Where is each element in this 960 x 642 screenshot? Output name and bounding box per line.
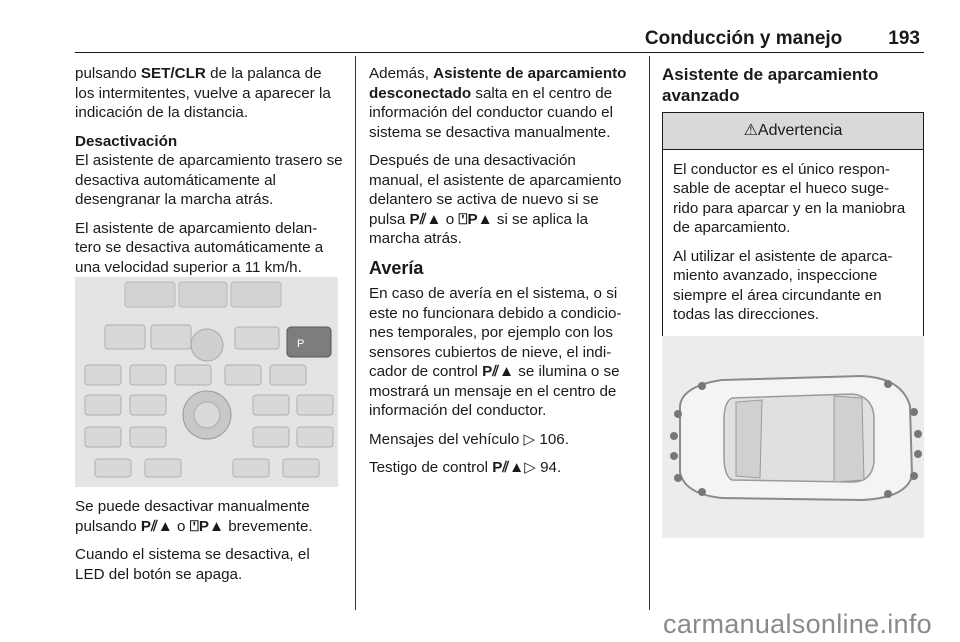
paragraph: Después de una desactivación manual, el asistente de aparcamiento delantero se activa de nuevo si se pulsa P⫽▲ o ⍞P▲ si se aplica la marcha atrás.	[369, 152, 622, 247]
paragraph: Se puede desactivar manualmente pulsando P⫽▲ o ⍞P▲ brevemente.	[75, 498, 313, 535]
warning-body	[663, 150, 923, 336]
column-1	[75, 64, 343, 286]
paragraph: En caso de avería en el sistema, o si este no funcionara debido a condicio-nes temporales, por ejemplo con los sensores cubiertos de nieve, el indi-cador de control P⫽▲ se ilumina o se mostrará un mensaje en el centro de información del conductor.	[369, 285, 622, 419]
advanced-park-assist-icon: ⍞P▲	[189, 517, 224, 535]
warning-header: ⚠Advertencia	[663, 113, 923, 150]
control-panel-photo	[75, 277, 338, 487]
paragraph: El conductor es el único respon-sable de aceptar el hueco suge-rido para aparcar y en la maniobra de aparcamiento.	[673, 160, 906, 236]
column-2	[369, 64, 634, 487]
section-subheading: Desactivación	[75, 132, 178, 150]
chapter-title: Conducción y manejo	[644, 28, 843, 49]
section-heading: Asistente de aparcamiento avanzado	[662, 65, 879, 105]
car-sensor-diagram	[662, 336, 924, 538]
paragraph: Además, Asistente de aparcamiento desconectado salta en el centro de información del conductor cuando el sistema se desactiva manualmente.	[369, 65, 627, 141]
header-rule	[75, 52, 924, 53]
paragraph: pulsando SET/CLR de la palanca de los intermitentes, vuelve a aparecer la indicación de la distancia.	[75, 65, 331, 121]
park-assist-icon: P⫽▲	[140, 517, 173, 535]
paragraph: Cuando el sistema se desactiva, el LED del botón se apaga.	[75, 546, 310, 583]
paragraph: Testigo de control P⫽▲▷ 94.	[369, 459, 562, 476]
section-heading: Avería	[369, 257, 424, 278]
park-button-label: P	[297, 338, 305, 350]
paragraph: El asistente de aparcamiento delan-tero se desactiva automáticamente a una velocidad superior a 11 km/h.	[75, 219, 324, 276]
page-number: 193	[888, 28, 920, 49]
park-assist-icon: P⫽▲	[492, 459, 525, 476]
warning-icon: ⚠	[743, 122, 758, 139]
page-reference-arrow-icon: ▷	[523, 430, 536, 448]
page-header	[645, 28, 920, 50]
page-reference-arrow-icon: ▷	[524, 459, 536, 476]
park-assist-icon: P⫽▲	[482, 363, 515, 380]
warning-box	[662, 112, 924, 337]
watermark: carmanualsonline.info	[663, 609, 932, 639]
column-3	[662, 64, 924, 337]
column-divider-2	[649, 56, 650, 610]
column-1-lower	[75, 497, 343, 593]
column-divider-1	[355, 56, 356, 610]
paragraph: El asistente de aparcamiento trasero se desactiva automáticamente al desengranar la marcha atrás.	[75, 152, 343, 208]
paragraph: Mensajes del vehículo ▷ 106.	[369, 430, 569, 448]
park-assist-icon: P⫽▲	[409, 210, 442, 228]
advanced-park-assist-icon: ⍞P▲	[458, 210, 493, 228]
paragraph: Al utilizar el asistente de aparca-miento avanzado, inspeccione siempre el área circundante en todas las direcciones.	[673, 247, 893, 323]
